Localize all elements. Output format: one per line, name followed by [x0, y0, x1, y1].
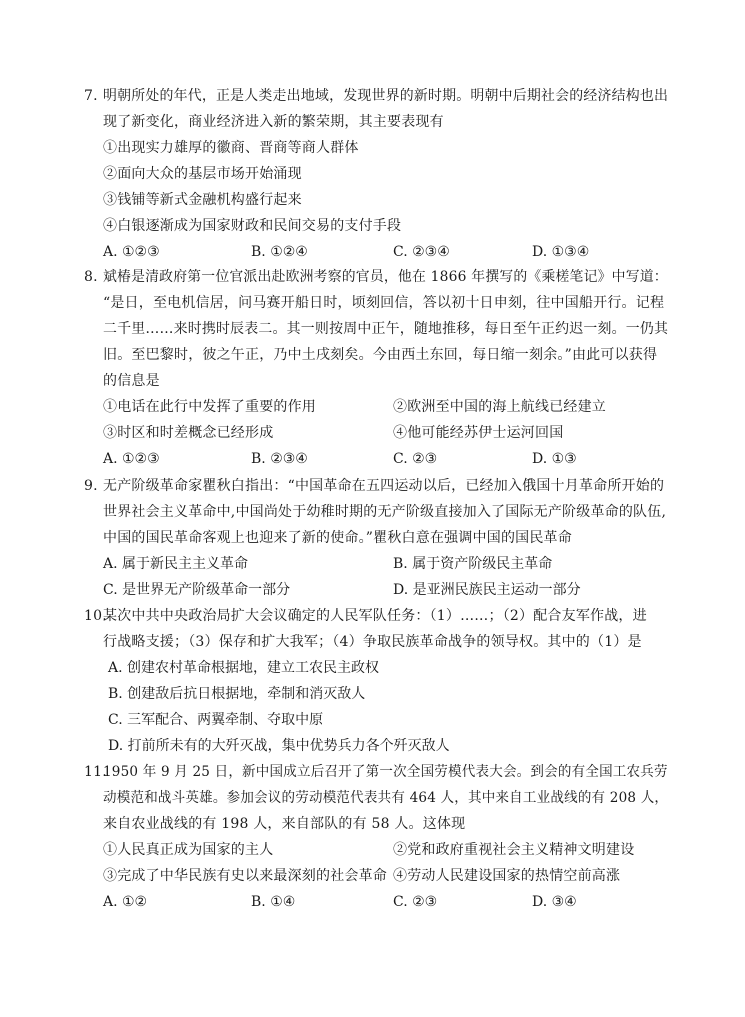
question-text-line: 的信息是 — [103, 373, 160, 389]
question-text-line: 中国的国民革命客观上也迎来了新的使命。”瞿秋白意在强调中国的国民革命 — [103, 530, 572, 546]
statement-item: ②党和政府重视社会主义精神文明建设 — [393, 842, 635, 858]
option-b[interactable]: B. ①④ — [251, 894, 296, 910]
statement-item: ②欧洲至中国的海上航线已经建立 — [393, 399, 606, 415]
statement-item: ③时区和时差概念已经形成 — [103, 425, 274, 441]
statement-item: ①电话在此行中发挥了重要的作用 — [103, 399, 316, 415]
question-text-line: 某次中共中央政治局扩大会议确定的人民军队任务：（1）……；（2）配合友军作战，进 — [103, 608, 647, 624]
option-b[interactable]: B. 创建敌后抗日根据地，牵制和消灭敌人 — [108, 686, 366, 702]
statement-item: ①出现实力雄厚的徽商、晋商等商人群体 — [103, 140, 359, 156]
question-text-line: 行战略支援；（3）保存和扩大我军；（4）争取民族革命战争的领导权。其中的（1）是 — [103, 634, 642, 650]
option-b[interactable]: B. ②③④ — [251, 451, 308, 467]
question-text-line: 世界社会主义革命中,中国尚处于幼稚时期的无产阶级直接加入了国际无产阶级革命的队伍, — [103, 504, 667, 520]
option-d[interactable]: D. 打前所未有的大歼灭战，集中优势兵力各个歼灭敌人 — [108, 738, 450, 754]
question-text-line: 旧。至巴黎时，彼之午正，乃中土戌刻矣。今由西土东回，每日缩一刻余。”由此可以获得 — [103, 347, 658, 363]
option-d[interactable]: D. ①③ — [532, 451, 577, 467]
statement-item: ③钱铺等新式金融机构盛行起来 — [103, 192, 302, 208]
option-a[interactable]: A. 创建农村革命根据地，建立工农民主政权 — [108, 660, 380, 676]
question-text-line: 现了新变化，商业经济进入新的繁荣期，其主要表现有 — [103, 114, 444, 130]
option-c[interactable]: C. 是世界无产阶级革命一部分 — [103, 582, 291, 598]
question-text-line: 动模范和战斗英雄。参加会议的劳动模范代表共有 464 人，其中来自工业战线的有 208 人， — [103, 790, 669, 806]
option-a[interactable]: A. 属于新民主主义革命 — [103, 556, 249, 572]
statement-item: ②面向大众的基层市场开始涌现 — [103, 166, 302, 182]
statement-item: ④劳动人民建设国家的热情空前高涨 — [393, 868, 621, 884]
option-b[interactable]: B. ①②④ — [251, 244, 308, 260]
question-number: 8. — [84, 269, 98, 285]
question-text-line: 明朝所处的年代，正是人类走出地域，发现世界的新时期。明朝中后期社会的经济结构也出 — [103, 88, 669, 104]
option-b[interactable]: B. 属于资产阶级民主革命 — [393, 556, 553, 572]
question-number: 11. — [84, 764, 107, 780]
statement-item: ③完成了中华民族有史以来最深刻的社会革命 — [103, 868, 387, 884]
question-number: 7. — [84, 88, 98, 104]
option-d[interactable]: D. 是亚洲民族民主运动一部分 — [393, 582, 581, 598]
question-text-line: 二千里……来时携时辰表二。其一则按周中正午，随地推移，每日至午正约迟一刻。一仍其 — [103, 321, 669, 337]
question-number: 10. — [84, 608, 107, 624]
question-text-line: 无产阶级革命家瞿秋白指出：“中国革命在五四运动以后，已经加入俄国十月革命所开始的 — [103, 478, 665, 494]
option-d[interactable]: D. ①③④ — [532, 244, 590, 260]
question-text-line: “是日，至电机信居，问马赛开船日时，顷刻回信，答以初十日申刻，往中国船开行。记程 — [103, 295, 665, 311]
option-c[interactable]: C. ②③ — [393, 451, 438, 467]
question-text-line: 1950 年 9 月 25 日，新中国成立后召开了第一次全国劳模代表大会。到会的有全国工农兵劳 — [103, 764, 668, 780]
option-a[interactable]: A. ①②③ — [103, 451, 160, 467]
statement-item: ①人民真正成为国家的主人 — [103, 842, 274, 858]
statement-item: ④白银逐渐成为国家财政和民间交易的支付手段 — [103, 218, 402, 234]
option-c[interactable]: C. ②③ — [393, 894, 438, 910]
option-c[interactable]: C. 三军配合、两翼牵制、夺取中原 — [108, 712, 324, 728]
option-d[interactable]: D. ③④ — [532, 894, 577, 910]
option-a[interactable]: A. ①② — [103, 894, 148, 910]
question-text-line: 来自农业战线的有 198 人，来自部队的有 58 人。这体现 — [103, 816, 466, 832]
question-text-line: 斌椿是清政府第一位官派出赴欧洲考察的官员，他在 1866 年撰写的《乘槎笔记》中写道： — [103, 269, 668, 285]
option-c[interactable]: C. ②③④ — [393, 244, 450, 260]
question-number: 9. — [84, 478, 98, 494]
option-a[interactable]: A. ①②③ — [103, 244, 160, 260]
statement-item: ④他可能经苏伊士运河回国 — [393, 425, 564, 441]
